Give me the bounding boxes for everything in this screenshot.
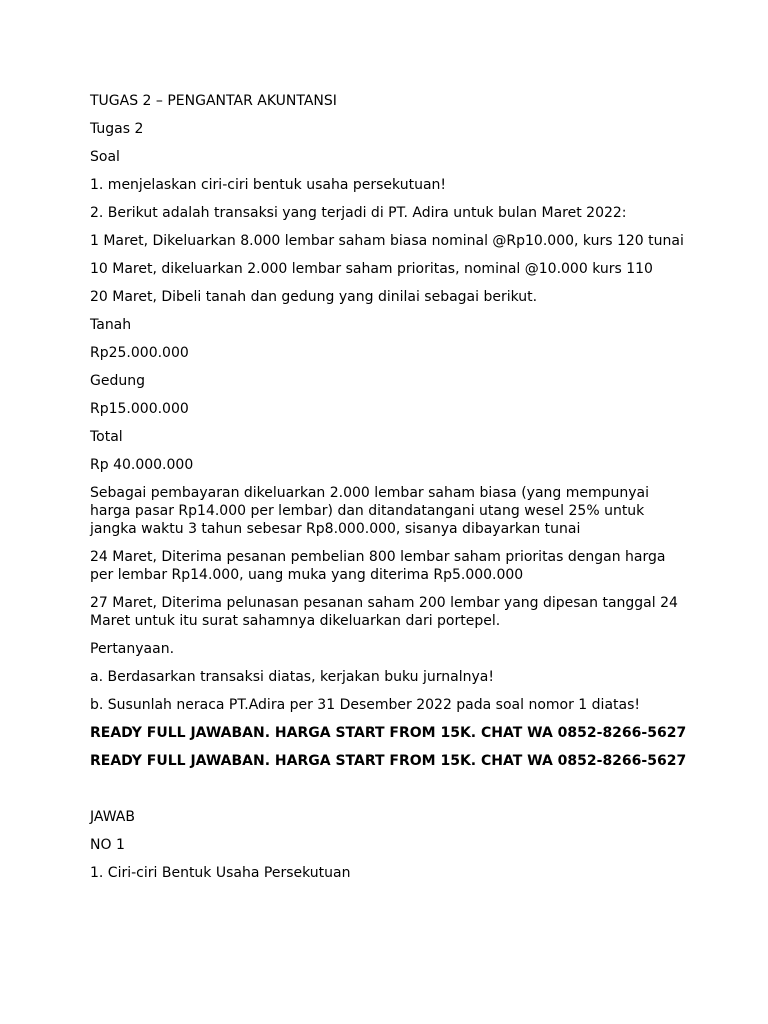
answer-1-heading: 1. Ciri-ciri Bentuk Usaha Persekutuan	[90, 865, 351, 881]
transaction-10-maret: 10 Maret, dikeluarkan 2.000 lembar saham prioritas, nominal @10.000 kurs 110	[90, 261, 653, 277]
pertanyaan-label: Pertanyaan.	[90, 641, 175, 657]
document-page	[90, 92, 690, 892]
tanah-value: Rp25.000.000	[90, 345, 189, 361]
total-label: Total	[90, 429, 123, 445]
question-b: b. Susunlah neraca PT.Adira per 31 Desember 2022 pada soal nomor 1 diatas!	[90, 697, 640, 713]
tanah-label: Tanah	[90, 317, 132, 333]
soal-label: Soal	[90, 149, 120, 165]
payment-paragraph: Sebagai pembayaran dikeluarkan 2.000 lembar saham biasa (yang mempunyai harga pasar Rp14.000 per lembar) dan ditandatangani utang wesel 25% untuk jangka waktu 3 tahun sebesar Rp8.000.000, sisanya dibayarkan tunai	[90, 485, 650, 537]
question-a: a. Berdasarkan transaksi diatas, kerjakan buku jurnalnya!	[90, 669, 494, 685]
document-title: TUGAS 2 – PENGANTAR AKUNTANSI	[90, 93, 337, 109]
transaction-1-maret: 1 Maret, Dikeluarkan 8.000 lembar saham biasa nominal @Rp10.000, kurs 120 tunai	[90, 233, 684, 249]
gedung-label: Gedung	[90, 373, 145, 389]
jawab-label: JAWAB	[90, 809, 135, 825]
blank-line	[90, 780, 690, 808]
transaction-24-maret: 24 Maret, Diterima pesanan pembelian 800 lembar saham prioritas dengan harga per lembar Rp14.000, uang muka yang diterima Rp5.000.000	[90, 549, 666, 583]
transaction-27-maret: 27 Maret, Diterima pelunasan pesanan saham 200 lembar yang dipesan tanggal 24 Maret untuk itu surat sahamnya dikeluarkan dari portepel.	[90, 595, 678, 629]
gedung-value: Rp15.000.000	[90, 401, 189, 417]
no1-label: NO 1	[90, 837, 125, 853]
assignment-label: Tugas 2	[90, 121, 144, 137]
total-value: Rp 40.000.000	[90, 457, 194, 473]
promo-text-2: READY FULL JAWABAN. HARGA START FROM 15K. CHAT WA 0852-8266-5627	[90, 753, 687, 769]
question-1: 1. menjelaskan ciri-ciri bentuk usaha persekutuan!	[90, 177, 447, 193]
question-2: 2. Berikut adalah transaksi yang terjadi di PT. Adira untuk bulan Maret 2022:	[90, 205, 627, 221]
promo-text-1: READY FULL JAWABAN. HARGA START FROM 15K. CHAT WA 0852-8266-5627	[90, 725, 687, 741]
transaction-20-maret: 20 Maret, Dibeli tanah dan gedung yang dinilai sebagai berikut.	[90, 289, 538, 305]
